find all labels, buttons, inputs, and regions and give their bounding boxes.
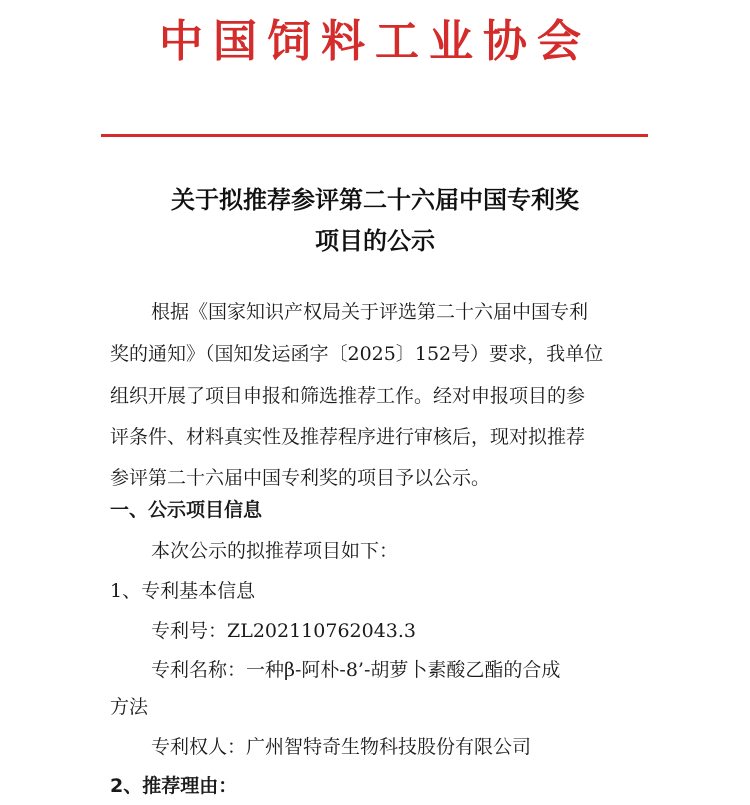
subsection-patent-basic-info: 1、专利基本信息 bbox=[110, 580, 256, 602]
document-title-line-2: 项目的公示 bbox=[315, 227, 435, 255]
subsection-recommendation-reason: 2、推荐理由： bbox=[110, 775, 238, 797]
patent-name-line-2: 方法 bbox=[110, 696, 149, 718]
section-intro-text: 本次公示的拟推荐项目如下： bbox=[151, 540, 399, 562]
section-heading-project-info: 一、公示项目信息 bbox=[110, 499, 263, 521]
letterhead-org-name: 中国饲料工业协会 bbox=[159, 16, 591, 67]
patentee: 专利权人：广州智特奇生物科技股份有限公司 bbox=[151, 736, 532, 758]
intro-paragraph-line-5: 参评第二十六届中国专利奖的项目予以公示。 bbox=[110, 467, 491, 489]
patent-name-line-1: 专利名称：一种β-阿朴-8’-胡萝卜素酸乙酯的合成 bbox=[151, 659, 561, 681]
intro-paragraph-line-2: 奖的通知》（国知发运函字〔2025〕152号）要求，我单位 bbox=[110, 343, 604, 365]
intro-paragraph-line-1: 根据《国家知识产权局关于评选第二十六届中国专利 bbox=[151, 301, 589, 323]
intro-paragraph-line-4: 评条件、材料真实性及推荐程序进行审核后，现对拟推荐 bbox=[110, 426, 586, 448]
patent-number: 专利号：ZL202110762043.3 bbox=[151, 620, 417, 642]
intro-paragraph-line-3: 组织开展了项目申报和筛选推荐工作。经对申报项目的参 bbox=[110, 385, 586, 407]
document-title-line-1: 关于拟推荐参评第二十六届中国专利奖 bbox=[171, 186, 579, 214]
letterhead-red-rule bbox=[101, 134, 648, 137]
